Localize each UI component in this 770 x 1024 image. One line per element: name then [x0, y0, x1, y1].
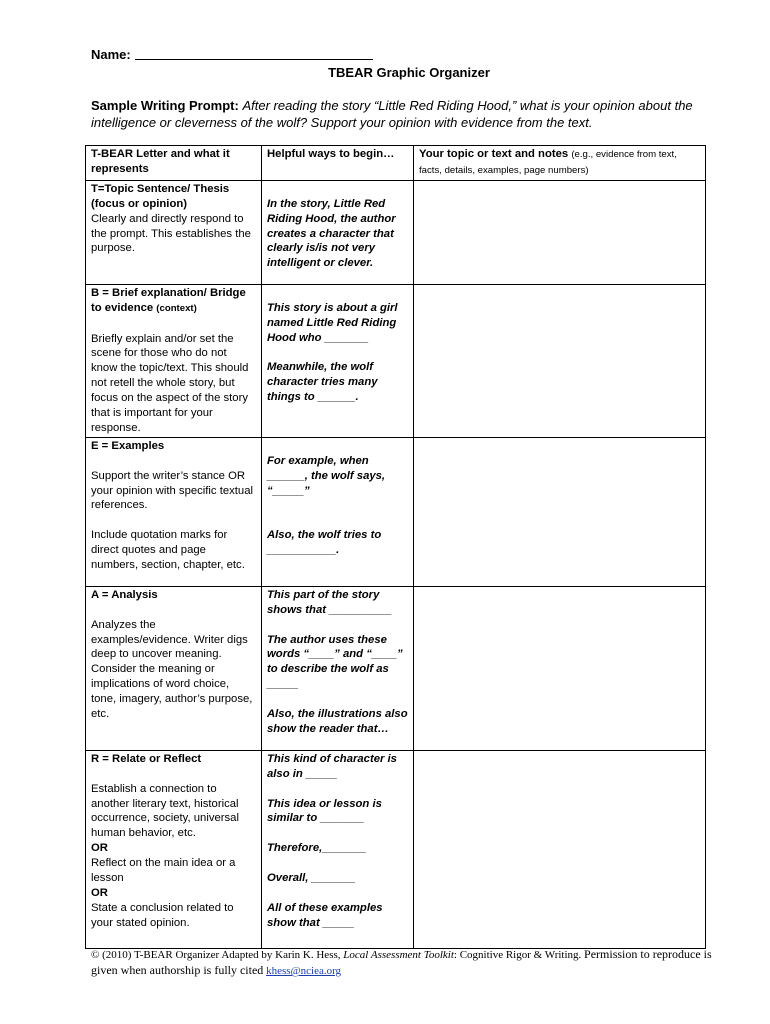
letter-description: Briefly explain and/or set the scene for those who do not know the topic/text. This should not retell the whole story, but focus on the aspect of the story that is important for your response. — [91, 332, 249, 434]
letter-heading: R = Relate or Reflect — [91, 752, 202, 765]
letter-heading: E = Examples — [91, 439, 165, 452]
letter-cell — [86, 586, 262, 750]
name-label: Name: — [91, 47, 131, 62]
helpful-starter: This idea or lesson is similar to _______ — [267, 797, 382, 825]
helpful-cell — [262, 586, 414, 750]
letter-cell — [86, 180, 262, 284]
header-notes — [414, 146, 706, 181]
header-letter: T-BEAR Letter and what it represents — [86, 146, 262, 181]
or-label: OR — [91, 842, 108, 855]
helpful-cell — [262, 750, 414, 948]
notes-cell[interactable] — [414, 180, 706, 284]
notes-cell[interactable] — [414, 437, 706, 586]
helpful-starter: Therefore,_______ — [267, 842, 367, 855]
header-notes-hint: (e.g., evidence from text, facts, details, examples, page numbers) — [419, 149, 677, 176]
header-notes-label: Your topic or text and notes — [419, 148, 569, 160]
table-row-e — [86, 437, 706, 586]
helpful-cell — [262, 437, 414, 586]
or-label: OR — [91, 887, 108, 899]
helpful-cell — [262, 180, 414, 284]
prompt-text: After reading the story “Little Red Riding Hood,” what is your opinion about the intelligence or cleverness of the wolf? Support your opinion with evidence from the text. — [91, 98, 693, 130]
helpful-starter: Meanwhile, the wolf character tries many things to ______. — [267, 361, 378, 404]
copyright-footer — [91, 947, 731, 979]
table-row-b — [86, 284, 706, 437]
letter-heading-context: (context) — [156, 302, 197, 314]
letter-cell — [86, 437, 262, 586]
letter-description: Establish a connection to another literary text, historical occurrence, society, universal human behavior, etc. — [91, 782, 239, 840]
footer-email-link[interactable]: khess@nciea.org — [266, 965, 342, 977]
helpful-starter: The author uses these words “____” and “____” to describe the wolf as _____ — [267, 633, 403, 691]
footer-subtitle: : Cognitive Rigor & Writing. — [453, 949, 582, 961]
footer-book-title: Local Assessment Toolkit — [343, 949, 454, 961]
notes-cell[interactable] — [414, 586, 706, 750]
footer-permission: Permission to reproduce is given when authorship is fully cited — [91, 947, 712, 977]
prompt-label: Sample Writing Prompt: — [91, 98, 239, 113]
letter-description: State a conclusion related to your stated opinion. — [91, 901, 234, 929]
letter-heading: B = Brief explanation/ Bridge to evidence (context) — [91, 286, 246, 314]
helpful-starter: This kind of character is also in _____ — [267, 752, 397, 780]
letter-description: Support the writer’s stance OR your opinion with specific textual references. — [91, 469, 254, 512]
letter-description: Analyzes the examples/evidence. Writer digs deep to uncover meaning. Consider the meaning or implications of word choice, tone, imagery, author’s purpose, etc. — [91, 618, 253, 721]
helpful-starter: Also, the wolf tries to ___________. — [267, 529, 382, 557]
letter-heading: A = Analysis — [91, 588, 158, 601]
letter-cell — [86, 284, 262, 437]
table-header-row — [86, 146, 706, 181]
helpful-starter: This part of the story shows that __________ — [267, 588, 392, 616]
notes-cell[interactable] — [414, 750, 706, 948]
writing-prompt — [91, 97, 721, 131]
header-helpful: Helpful ways to begin… — [262, 146, 414, 181]
table-row-t — [86, 180, 706, 284]
footer-credit: © (2010) T-BEAR Organizer Adapted by Karin K. Hess, — [91, 949, 341, 961]
helpful-starter: This story is about a girl named Little Red Riding Hood who _______ — [267, 301, 398, 344]
table-row-a — [86, 586, 706, 750]
letter-heading: T=Topic Sentence/ Thesis (focus or opinion) — [91, 182, 230, 210]
notes-cell[interactable] — [414, 284, 706, 437]
letter-description: Include quotation marks for direct quotes and page numbers, section, chapter, etc. — [91, 529, 245, 572]
helpful-starter: All of these examples show that _____ — [267, 901, 383, 929]
tbear-table — [85, 145, 706, 949]
name-line — [91, 47, 373, 62]
name-blank — [135, 47, 373, 60]
letter-cell — [86, 750, 262, 948]
helpful-starter: In the story, Little Red Riding Hood, the author creates a character that clearly is/is not very intelligent or clever. — [267, 197, 396, 270]
page-title: TBEAR Graphic Organizer — [328, 65, 490, 80]
letter-description: Reflect on the main idea or a lesson — [91, 857, 236, 885]
table-row-r — [86, 750, 706, 948]
helpful-starter: For example, when ______, the wolf says, “_____” — [267, 454, 386, 497]
letter-description: Clearly and directly respond to the prompt. This establishes the purpose. — [91, 212, 251, 255]
helpful-starter: Overall, _______ — [267, 872, 356, 885]
helpful-cell — [262, 284, 414, 437]
helpful-starter: Also, the illustrations also show the reader that… — [267, 708, 408, 735]
